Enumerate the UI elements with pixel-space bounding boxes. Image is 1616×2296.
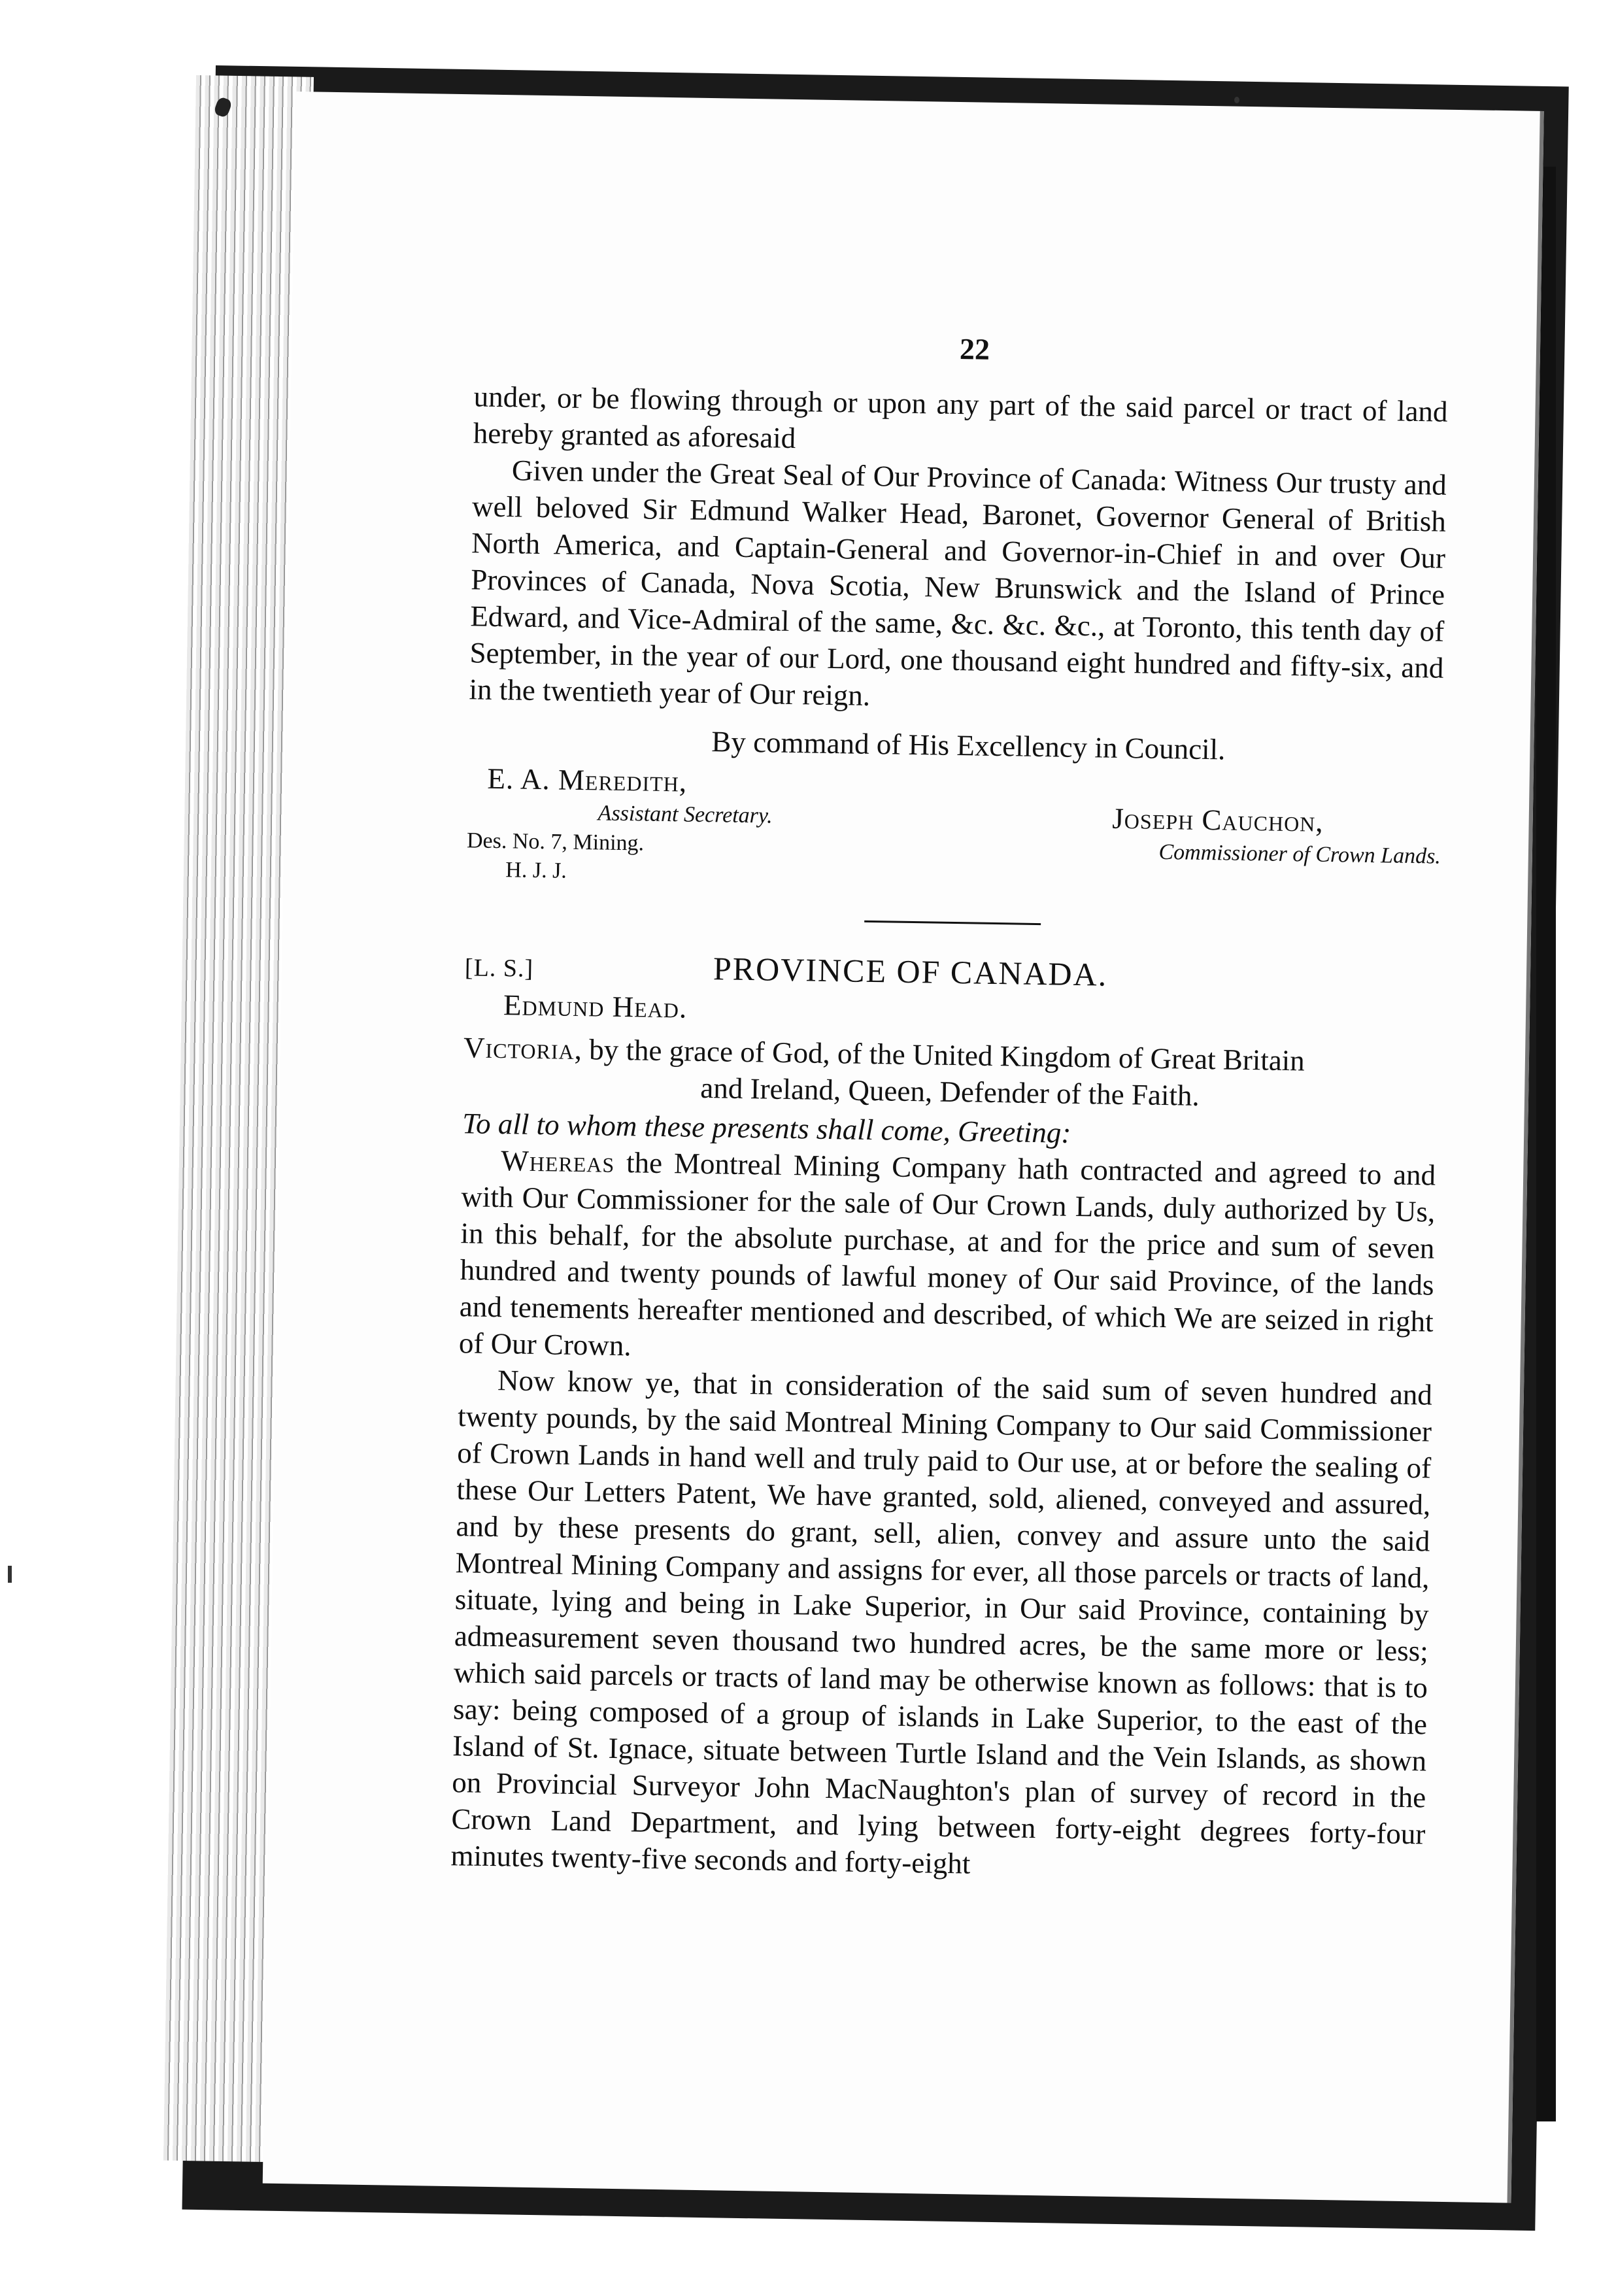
signature-right	[996, 768, 1442, 900]
dust-speck	[8, 1566, 12, 1583]
signatory-name-meredith: E. A. Meredith,	[487, 762, 688, 798]
locus-sigilli-mark: [L. S.]	[464, 954, 534, 983]
book-page	[263, 92, 1544, 2203]
signature-block	[466, 760, 1442, 899]
page-number: 22	[959, 332, 990, 366]
despatch-number: Des. No. 7, Mining.	[466, 828, 645, 856]
governor-name: Edmund Head.	[503, 988, 688, 1024]
signatory-title-commissioner: Commissioner of Crown Lands.	[1158, 839, 1441, 869]
sovereign-name: Victoria	[463, 1031, 575, 1066]
greeting-line: To all to whom these presents shall come, Greeting:	[462, 1107, 1071, 1149]
sovereign-line-2: and Ireland, Queen, Defender of the Faith.	[700, 1071, 1200, 1112]
section-divider	[864, 920, 1041, 925]
by-command-line: By command of His Excellency in Council.	[711, 725, 1226, 766]
paragraph-continuation: under, or be flowing through or upon any part of the said parcel or tract of land hereby granted as aforesaid	[473, 380, 1448, 455]
paragraph-great-seal: Given under the Great Seal of Our Province of Canada: Witness Our trusty and well beloved Sir Edmund Walker Head, Baronet, Governor General of British North America, and Captain-General and Governor-in-Chief in and over Our Provinces of Canada, Nova Scotia, New Brunswick and the Island of Prince Edward, and Vice-Admiral of the same, &c. &c. &c., at Toronto, this tenth day of September, in the year of our Lord, one thousand eight hundred and fifty-six, and in the twentieth year of Our reign.	[469, 454, 1447, 712]
patent-heading: PROVINCE OF CANADA.	[713, 950, 1108, 993]
sovereign-style: , by the grace of God, of the United Kingdom of Great Britain	[574, 1032, 1305, 1077]
whereas-lead: Whereas	[500, 1144, 615, 1179]
signatory-title-assistant-secretary: Assistant Secretary.	[598, 801, 773, 828]
dust-speck	[1234, 97, 1239, 103]
initials: H. J. J.	[505, 858, 567, 883]
whereas-body: the Montreal Mining Company hath contracted and agreed to and with Our Commissioner for the sale of Our Crown Lands, duly authorized by Us, in this behalf, for the absolute purchase, at and for the price and sum of seven hundred and twenty pounds of lawful money of Our said Province, of the lands and tenements hereafter mentioned and described, of which We are seized in right of Our Crown.	[458, 1145, 1436, 1362]
signatory-name-cauchon: Joseph Cauchon,	[1112, 802, 1324, 838]
paragraph-now-know-ye: Now know ye, that in consideration of the said sum of seven hundred and twenty pounds, by the said Montreal Mining Company to Our said Commissioner of Crown Lands in hand well and truly paid to Our use, at or before the sealing of these Our Letters Patent, We have granted, sold, aliened, conveyed and assured, and by these presents do grant, sell, alien, convey and assure unto the said Montreal Mining Company and assigns for ever, all those parcels or tracts of land, situate, lying and being in Lake Superior, in Our said Province, containing by admeasurement seven thousand two hundred acres, be the same more or less; which said parcels or tracts of land may be otherwise known as follows: that is to say: being composed of a group of islands in Lake Superior, to the east of the Island of St. Ignace, situate between Turtle Island and the Vein Islands, as shown on Provincial Surveyor John MacNaughton's plan of survey of record in the Crown Land Department, and lying between forty-eight degrees forty-four minutes twenty-five seconds and forty-eight	[450, 1364, 1433, 1880]
binding-shadow	[1536, 167, 1556, 2121]
paragraph-whereas	[459, 1141, 1436, 1376]
signature-left	[466, 760, 926, 891]
page-content	[450, 323, 1449, 1889]
